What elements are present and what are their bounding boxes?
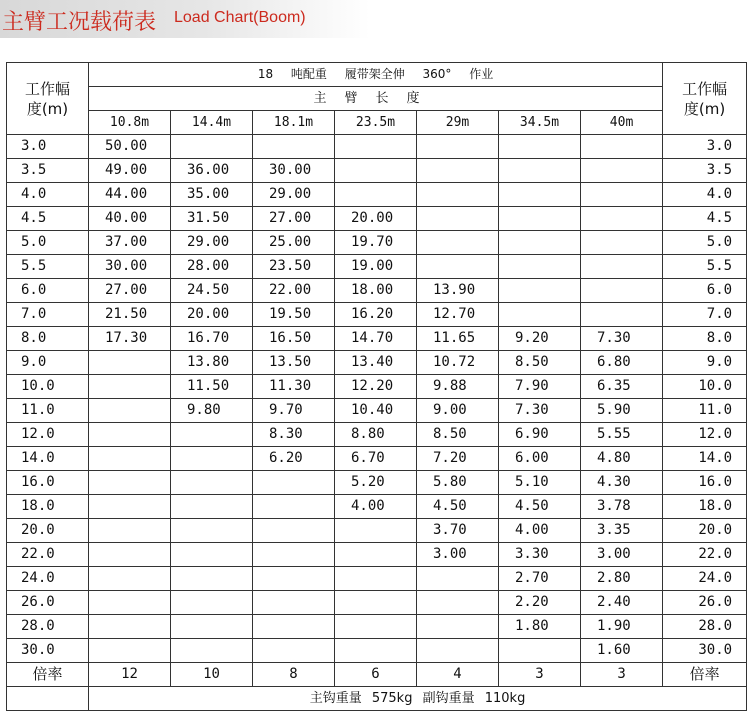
load-value-cell: 21.50 [89,303,171,327]
load-value-cell [581,231,663,255]
load-value-cell: 2.80 [581,567,663,591]
load-value-cell [253,615,335,639]
boom-length-0: 10.8m [89,111,171,135]
load-value-cell [171,471,253,495]
load-value-cell [499,135,581,159]
radius-cell-right: 18.0 [663,495,747,519]
load-value-cell: 7.30 [581,327,663,351]
load-value-cell: 5.10 [499,471,581,495]
load-value-cell: 13.40 [335,351,417,375]
load-value-cell [253,543,335,567]
load-value-cell: 11.50 [171,375,253,399]
load-value-cell: 9.88 [417,375,499,399]
load-value-cell: 20.00 [171,303,253,327]
load-value-cell: 13.50 [253,351,335,375]
load-value-cell [89,615,171,639]
radius-cell-right: 8.0 [663,327,747,351]
load-value-cell: 22.00 [253,279,335,303]
table-row [7,135,747,159]
radius-cell-left: 8.0 [7,327,89,351]
load-value-cell: 2.40 [581,591,663,615]
radius-header-left-line1: 工作幅 [24,79,70,98]
load-value-cell: 36.00 [171,159,253,183]
load-value-cell: 8.50 [499,351,581,375]
load-value-cell [499,279,581,303]
radius-cell-right: 22.0 [663,543,747,567]
load-value-cell [581,255,663,279]
load-value-cell [417,159,499,183]
ratio-label-left: 倍率 [7,663,89,687]
ratio-cell: 4 [417,663,499,687]
table-row [7,471,747,495]
load-value-cell [89,351,171,375]
load-value-cell: 1.60 [581,639,663,663]
boom-length-4: 29m [417,111,499,135]
ratio-row [7,663,747,687]
radius-header-right [663,63,747,135]
load-value-cell: 49.00 [89,159,171,183]
radius-cell-right: 12.0 [663,423,747,447]
radius-header-right-line1: 工作幅 [682,79,728,98]
config-header: 18 吨配重 履带架全伸 360° 作业 [89,63,663,87]
load-value-cell: 12.70 [417,303,499,327]
load-value-cell [171,639,253,663]
load-value-cell: 10.40 [335,399,417,423]
load-value-cell: 9.00 [417,399,499,423]
load-value-cell: 13.90 [417,279,499,303]
load-value-cell: 3.70 [417,519,499,543]
radius-cell-left: 22.0 [7,543,89,567]
load-value-cell: 9.80 [171,399,253,423]
load-value-cell: 4.00 [499,519,581,543]
load-value-cell: 9.20 [499,327,581,351]
load-value-cell [581,279,663,303]
load-value-cell [89,591,171,615]
load-value-cell [89,543,171,567]
load-value-cell: 27.00 [253,207,335,231]
load-value-cell [253,639,335,663]
load-value-cell [499,639,581,663]
boom-length-header: 主臂长度 [89,87,663,111]
table-row [7,543,747,567]
radius-cell-right: 9.0 [663,351,747,375]
load-value-cell [417,135,499,159]
boom-length-3: 23.5m [335,111,417,135]
load-value-cell: 3.35 [581,519,663,543]
page-title-en: Load Chart(Boom) [174,9,306,26]
radius-cell-right: 3.0 [663,135,747,159]
load-value-cell [253,591,335,615]
hook-weight-footer: 主钩重量 575kg 副钩重量 110kg [89,687,747,711]
load-value-cell [335,567,417,591]
boom-length-6: 40m [581,111,663,135]
radius-cell-left: 7.0 [7,303,89,327]
load-value-cell [171,135,253,159]
radius-cell-right: 10.0 [663,375,747,399]
load-value-cell: 13.80 [171,351,253,375]
radius-cell-left: 24.0 [7,567,89,591]
radius-cell-right: 5.0 [663,231,747,255]
load-value-cell [171,615,253,639]
ratio-label-right: 倍率 [663,663,747,687]
ratio-cell: 8 [253,663,335,687]
radius-cell-right: 16.0 [663,471,747,495]
table-row [7,495,747,519]
load-value-cell: 37.00 [89,231,171,255]
radius-cell-right: 28.0 [663,615,747,639]
radius-cell-left: 3.0 [7,135,89,159]
ratio-cell: 10 [171,663,253,687]
radius-cell-left: 11.0 [7,399,89,423]
load-value-cell [581,303,663,327]
load-value-cell: 4.50 [499,495,581,519]
load-value-cell [417,231,499,255]
table-row [7,591,747,615]
load-value-cell: 16.70 [171,327,253,351]
table-row [7,375,747,399]
radius-cell-left: 5.5 [7,255,89,279]
table-row [7,423,747,447]
load-value-cell [171,519,253,543]
load-value-cell: 5.55 [581,423,663,447]
load-value-cell: 1.90 [581,615,663,639]
load-value-cell: 3.00 [417,543,499,567]
load-value-cell: 44.00 [89,183,171,207]
load-value-cell: 3.00 [581,543,663,567]
radius-cell-right: 20.0 [663,519,747,543]
radius-cell-left: 4.0 [7,183,89,207]
load-value-cell [581,135,663,159]
load-value-cell: 7.90 [499,375,581,399]
boom-length-1: 14.4m [171,111,253,135]
load-value-cell [335,543,417,567]
radius-cell-left: 26.0 [7,591,89,615]
load-value-cell: 8.80 [335,423,417,447]
load-value-cell [499,303,581,327]
load-value-cell [499,255,581,279]
load-value-cell: 3.30 [499,543,581,567]
load-value-cell [417,591,499,615]
load-value-cell [253,519,335,543]
radius-cell-right: 24.0 [663,567,747,591]
load-value-cell: 29.00 [171,231,253,255]
load-value-cell [253,495,335,519]
load-value-cell [171,591,253,615]
table-row [7,567,747,591]
radius-cell-left: 5.0 [7,231,89,255]
load-value-cell: 4.30 [581,471,663,495]
table-row [7,231,747,255]
load-value-cell [499,159,581,183]
table-row [7,183,747,207]
load-value-cell [499,207,581,231]
ratio-cell: 3 [499,663,581,687]
load-value-cell [89,399,171,423]
load-value-cell [335,615,417,639]
table-row [7,615,747,639]
radius-header-right-line2: 度(m) [683,99,726,118]
load-value-cell [335,183,417,207]
radius-cell-right: 3.5 [663,159,747,183]
radius-cell-right: 4.5 [663,207,747,231]
load-value-cell [335,591,417,615]
radius-cell-left: 9.0 [7,351,89,375]
radius-cell-left: 14.0 [7,447,89,471]
load-value-cell [171,495,253,519]
load-value-cell: 18.00 [335,279,417,303]
load-value-cell [335,159,417,183]
radius-cell-left: 18.0 [7,495,89,519]
load-value-cell: 23.50 [253,255,335,279]
load-value-cell [89,567,171,591]
radius-cell-right: 7.0 [663,303,747,327]
load-value-cell [89,423,171,447]
table-row [7,519,747,543]
load-value-cell: 6.00 [499,447,581,471]
radius-cell-right: 6.0 [663,279,747,303]
load-value-cell: 50.00 [89,135,171,159]
load-value-cell: 17.30 [89,327,171,351]
radius-cell-right: 5.5 [663,255,747,279]
table-row [7,279,747,303]
load-value-cell [253,567,335,591]
load-value-cell [89,519,171,543]
load-value-cell [417,207,499,231]
load-value-cell: 16.50 [253,327,335,351]
radius-cell-right: 30.0 [663,639,747,663]
load-value-cell: 6.35 [581,375,663,399]
table-row [7,303,747,327]
load-value-cell [171,423,253,447]
load-value-cell [89,447,171,471]
load-value-cell: 19.00 [335,255,417,279]
load-value-cell: 6.80 [581,351,663,375]
load-value-cell: 5.90 [581,399,663,423]
load-value-cell: 5.80 [417,471,499,495]
load-value-cell: 5.20 [335,471,417,495]
load-value-cell: 40.00 [89,207,171,231]
radius-cell-right: 11.0 [663,399,747,423]
page-title-cn: 主臂工况载荷表 [2,10,157,35]
load-value-cell: 29.00 [253,183,335,207]
load-value-cell [171,447,253,471]
load-value-cell: 11.65 [417,327,499,351]
load-value-cell [417,183,499,207]
load-value-cell: 2.20 [499,591,581,615]
load-value-cell [417,639,499,663]
load-value-cell: 6.20 [253,447,335,471]
radius-cell-right: 4.0 [663,183,747,207]
load-value-cell: 8.50 [417,423,499,447]
load-value-cell: 14.70 [335,327,417,351]
boom-length-2: 18.1m [253,111,335,135]
load-value-cell: 4.00 [335,495,417,519]
load-value-cell: 9.70 [253,399,335,423]
boom-length-5: 34.5m [499,111,581,135]
table-row [7,351,747,375]
table-row [7,447,747,471]
radius-cell-left: 20.0 [7,519,89,543]
load-value-cell: 35.00 [171,183,253,207]
load-value-cell: 30.00 [253,159,335,183]
load-value-cell [417,255,499,279]
load-value-cell: 19.70 [335,231,417,255]
load-chart-table [6,62,747,711]
load-value-cell: 12.20 [335,375,417,399]
ratio-cell: 3 [581,663,663,687]
load-value-cell: 4.50 [417,495,499,519]
load-value-cell [499,183,581,207]
load-value-cell [581,159,663,183]
boom-length-row [7,111,747,135]
load-value-cell [89,495,171,519]
load-value-cell: 2.70 [499,567,581,591]
table-row [7,159,747,183]
load-value-cell [417,615,499,639]
load-value-cell: 3.78 [581,495,663,519]
radius-cell-left: 3.5 [7,159,89,183]
load-value-cell: 19.50 [253,303,335,327]
load-value-cell: 28.00 [171,255,253,279]
load-value-cell: 7.20 [417,447,499,471]
load-value-cell: 24.50 [171,279,253,303]
load-value-cell: 6.90 [499,423,581,447]
footer-spacer [7,687,89,711]
load-value-cell: 8.30 [253,423,335,447]
load-value-cell [253,471,335,495]
radius-cell-left: 30.0 [7,639,89,663]
load-value-cell [89,375,171,399]
load-value-cell: 27.00 [89,279,171,303]
load-value-cell [335,519,417,543]
radius-cell-left: 6.0 [7,279,89,303]
load-value-cell: 10.72 [417,351,499,375]
load-value-cell [417,567,499,591]
load-value-cell: 25.00 [253,231,335,255]
table-row [7,207,747,231]
load-value-cell: 4.80 [581,447,663,471]
load-value-cell: 31.50 [171,207,253,231]
radius-header-left [7,63,89,135]
load-value-cell [89,639,171,663]
radius-cell-left: 28.0 [7,615,89,639]
load-value-cell [581,207,663,231]
radius-cell-left: 16.0 [7,471,89,495]
radius-cell-left: 12.0 [7,423,89,447]
load-value-cell: 16.20 [335,303,417,327]
radius-header-left-line2: 度(m) [26,99,69,118]
radius-cell-left: 4.5 [7,207,89,231]
load-value-cell: 11.30 [253,375,335,399]
load-value-cell: 1.80 [499,615,581,639]
radius-cell-left: 10.0 [7,375,89,399]
load-value-cell [171,543,253,567]
load-value-cell [581,183,663,207]
title-bar [0,0,370,38]
load-value-cell [171,567,253,591]
load-value-cell [89,471,171,495]
table-row [7,255,747,279]
table-row [7,639,747,663]
load-value-cell: 20.00 [335,207,417,231]
load-chart-body [7,135,747,663]
table-row [7,327,747,351]
load-value-cell: 30.00 [89,255,171,279]
load-value-cell [253,135,335,159]
radius-cell-right: 14.0 [663,447,747,471]
load-value-cell: 6.70 [335,447,417,471]
ratio-cell: 12 [89,663,171,687]
load-value-cell [335,639,417,663]
load-value-cell [499,231,581,255]
radius-cell-right: 26.0 [663,591,747,615]
table-row [7,399,747,423]
load-value-cell [335,135,417,159]
load-value-cell: 7.30 [499,399,581,423]
ratio-cell: 6 [335,663,417,687]
